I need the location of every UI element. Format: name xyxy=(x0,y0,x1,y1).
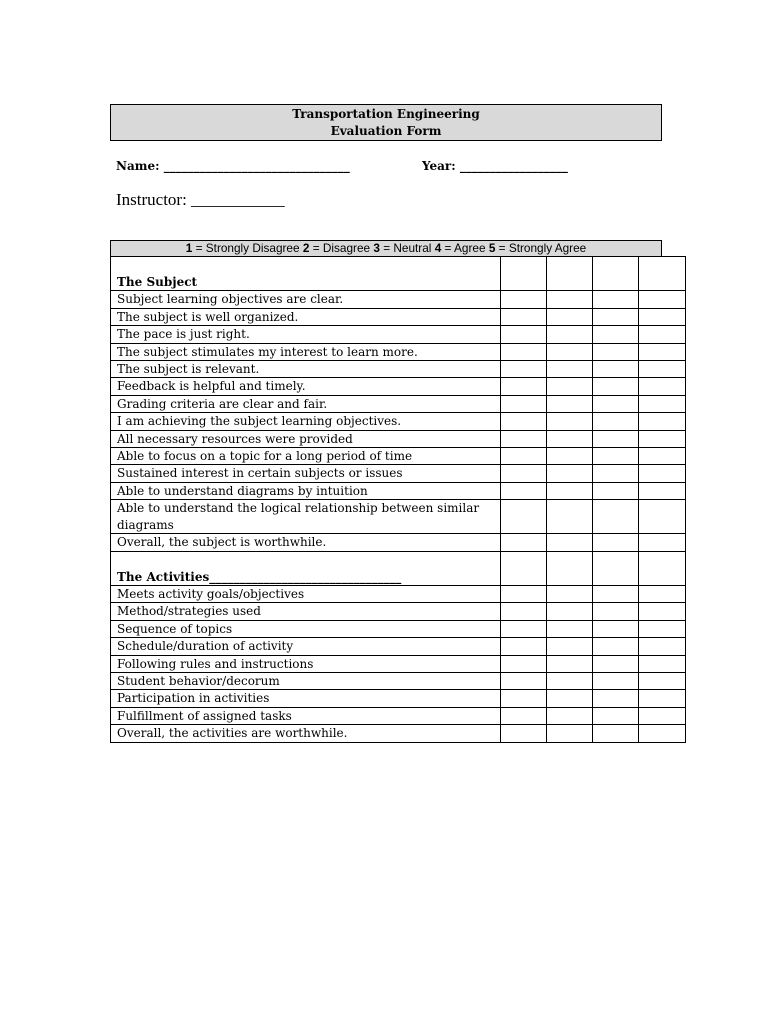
rating-cell[interactable] xyxy=(501,361,547,378)
table-row xyxy=(111,430,686,447)
table-row xyxy=(111,638,686,655)
rating-cell[interactable] xyxy=(547,482,593,499)
form-title-box xyxy=(110,104,662,141)
rating-cell[interactable] xyxy=(639,378,686,395)
item-label: The subject is relevant. xyxy=(111,361,501,378)
evaluation-table xyxy=(110,256,686,743)
item-label: The subject is well organized. xyxy=(111,308,501,325)
rating-cell[interactable] xyxy=(639,672,686,689)
table-row xyxy=(111,343,686,360)
rating-cell[interactable] xyxy=(547,534,593,551)
table-row xyxy=(111,413,686,430)
item-label: Schedule/duration of activity xyxy=(111,638,501,655)
name-field xyxy=(116,158,350,174)
rating-cell[interactable] xyxy=(593,326,639,343)
rating-cell[interactable] xyxy=(639,413,686,430)
rating-cell[interactable] xyxy=(639,448,686,465)
rating-cell[interactable] xyxy=(593,361,639,378)
rating-cell[interactable] xyxy=(639,534,686,551)
rating-cell[interactable] xyxy=(501,620,547,637)
rating-cell[interactable] xyxy=(501,500,547,534)
rating-cell[interactable] xyxy=(501,603,547,620)
rating-cell[interactable] xyxy=(501,326,547,343)
rating-cell[interactable] xyxy=(501,482,547,499)
rating-cell[interactable] xyxy=(593,585,639,602)
rating-cell[interactable] xyxy=(547,378,593,395)
rating-cell[interactable] xyxy=(501,725,547,742)
instructor-label: Instructor: xyxy=(116,190,187,209)
table-row xyxy=(111,620,686,637)
year-label: Year: xyxy=(422,159,456,173)
rating-cell[interactable] xyxy=(501,430,547,447)
item-label: Student behavior/decorum xyxy=(111,672,501,689)
scale-number: 3 xyxy=(373,241,380,255)
table-row xyxy=(111,655,686,672)
rating-cell[interactable] xyxy=(593,690,639,707)
rating-cell[interactable] xyxy=(639,291,686,308)
rating-cell[interactable] xyxy=(547,291,593,308)
item-label: Sequence of topics xyxy=(111,620,501,637)
table-row xyxy=(111,585,686,602)
item-label: Fulfillment of assigned tasks xyxy=(111,707,501,724)
table-row xyxy=(111,361,686,378)
rating-cell[interactable] xyxy=(593,725,639,742)
section-heading: The Activities________________________________ xyxy=(111,551,501,585)
form-title: Transportation Engineering xyxy=(292,107,480,121)
rating-cell[interactable] xyxy=(593,500,639,534)
rating-cell[interactable] xyxy=(639,326,686,343)
item-label: Able to focus on a topic for a long period of time xyxy=(111,448,501,465)
rating-cell[interactable] xyxy=(639,725,686,742)
table-row xyxy=(111,500,686,534)
item-label: The subject stimulates my interest to learn more. xyxy=(111,343,501,360)
rating-cell-blank xyxy=(547,551,593,585)
rating-cell[interactable] xyxy=(639,395,686,412)
year-blank[interactable]: __________________ xyxy=(459,159,568,173)
rating-cell[interactable] xyxy=(593,308,639,325)
table-row xyxy=(111,326,686,343)
scale-number: 2 xyxy=(302,241,310,255)
table-row xyxy=(111,395,686,412)
rating-cell[interactable] xyxy=(547,326,593,343)
rating-cell[interactable] xyxy=(593,534,639,551)
item-label: Able to understand the logical relationship between similar diagrams xyxy=(111,500,501,534)
rating-cell[interactable] xyxy=(547,638,593,655)
rating-cell[interactable] xyxy=(547,430,593,447)
item-label: Meets activity goals/objectives xyxy=(111,585,501,602)
section-header-row xyxy=(111,257,686,291)
item-label: Grading criteria are clear and fair. xyxy=(111,395,501,412)
year-field xyxy=(422,158,568,174)
scale-number: 4 xyxy=(434,241,442,255)
rating-cell[interactable] xyxy=(501,378,547,395)
table-row xyxy=(111,482,686,499)
scale-label: = Neutral xyxy=(383,241,432,255)
table-row xyxy=(111,534,686,551)
scale-number: 1 xyxy=(185,241,193,255)
rating-cell[interactable] xyxy=(639,690,686,707)
name-blank[interactable]: _______________________________ xyxy=(163,159,350,173)
rating-cell[interactable] xyxy=(639,638,686,655)
rating-cell[interactable] xyxy=(547,395,593,412)
item-label: Method/strategies used xyxy=(111,603,501,620)
item-label: All necessary resources were provided xyxy=(111,430,501,447)
table-row xyxy=(111,707,686,724)
rating-cell[interactable] xyxy=(593,291,639,308)
rating-cell[interactable] xyxy=(639,603,686,620)
rating-cell[interactable] xyxy=(547,465,593,482)
rating-cell-blank xyxy=(547,257,593,291)
rating-cell[interactable] xyxy=(593,603,639,620)
rating-cell[interactable] xyxy=(593,482,639,499)
name-label: Name: xyxy=(116,159,160,173)
rating-cell[interactable] xyxy=(639,585,686,602)
rating-cell[interactable] xyxy=(593,378,639,395)
rating-cell-blank xyxy=(501,551,547,585)
table-row xyxy=(111,603,686,620)
rating-cell[interactable] xyxy=(593,655,639,672)
rating-cell[interactable] xyxy=(547,672,593,689)
rating-cell[interactable] xyxy=(593,638,639,655)
rating-cell[interactable] xyxy=(639,343,686,360)
item-label: Subject learning objectives are clear. xyxy=(111,291,501,308)
rating-cell[interactable] xyxy=(547,500,593,534)
rating-cell[interactable] xyxy=(639,465,686,482)
rating-cell[interactable] xyxy=(547,690,593,707)
scale-label: = Strongly Agree xyxy=(498,241,587,255)
rating-cell[interactable] xyxy=(501,690,547,707)
rating-cell-blank xyxy=(639,551,686,585)
instructor-field xyxy=(116,190,285,210)
section-header-row xyxy=(111,551,686,585)
rating-cell[interactable] xyxy=(639,707,686,724)
rating-cell[interactable] xyxy=(547,603,593,620)
rating-cell[interactable] xyxy=(501,413,547,430)
table-row xyxy=(111,465,686,482)
rating-cell[interactable] xyxy=(593,448,639,465)
rating-cell[interactable] xyxy=(501,655,547,672)
scale-number: 5 xyxy=(488,241,496,255)
rating-cell[interactable] xyxy=(639,620,686,637)
rating-cell[interactable] xyxy=(501,343,547,360)
rating-cell[interactable] xyxy=(593,343,639,360)
rating-cell[interactable] xyxy=(501,638,547,655)
rating-cell[interactable] xyxy=(639,482,686,499)
rating-scale-legend xyxy=(110,240,662,257)
rating-cell[interactable] xyxy=(593,430,639,447)
table-row xyxy=(111,690,686,707)
rating-cell[interactable] xyxy=(593,413,639,430)
rating-cell[interactable] xyxy=(501,448,547,465)
rating-cell[interactable] xyxy=(501,291,547,308)
rating-cell[interactable] xyxy=(593,672,639,689)
rating-cell[interactable] xyxy=(639,655,686,672)
rating-cell[interactable] xyxy=(593,395,639,412)
rating-cell[interactable] xyxy=(639,308,686,325)
rating-cell[interactable] xyxy=(501,465,547,482)
rating-cell[interactable] xyxy=(547,413,593,430)
item-label: Feedback is helpful and timely. xyxy=(111,378,501,395)
rating-cell[interactable] xyxy=(547,448,593,465)
item-label: Able to understand diagrams by intuition xyxy=(111,482,501,499)
rating-cell[interactable] xyxy=(639,361,686,378)
item-label: Overall, the subject is worthwhile. xyxy=(111,534,501,551)
table-row xyxy=(111,448,686,465)
evaluation-table-body xyxy=(111,257,686,743)
rating-cell-blank xyxy=(639,257,686,291)
scale-label: = Disagree xyxy=(312,241,371,255)
rating-cell[interactable] xyxy=(639,430,686,447)
rating-cell[interactable] xyxy=(547,725,593,742)
form-subtitle: Evaluation Form xyxy=(330,123,442,138)
item-label: Participation in activities xyxy=(111,690,501,707)
rating-cell[interactable] xyxy=(593,707,639,724)
rating-cell[interactable] xyxy=(501,534,547,551)
section-heading: The Subject xyxy=(111,257,501,291)
rating-cell[interactable] xyxy=(547,308,593,325)
rating-cell[interactable] xyxy=(547,620,593,637)
item-label: Following rules and instructions xyxy=(111,655,501,672)
table-row xyxy=(111,672,686,689)
rating-cell[interactable] xyxy=(639,500,686,534)
item-label: Sustained interest in certain subjects or issues xyxy=(111,465,501,482)
table-row xyxy=(111,291,686,308)
rating-cell[interactable] xyxy=(547,343,593,360)
rating-cell[interactable] xyxy=(593,465,639,482)
scale-label: = Strongly Disagree xyxy=(195,241,300,255)
table-row xyxy=(111,725,686,742)
rating-cell[interactable] xyxy=(501,308,547,325)
table-row xyxy=(111,378,686,395)
rating-cell-blank xyxy=(501,257,547,291)
rating-cell-blank xyxy=(593,257,639,291)
item-label: The pace is just right. xyxy=(111,326,501,343)
item-label: Overall, the activities are worthwhile. xyxy=(111,725,501,742)
scale-label: = Agree xyxy=(444,241,486,255)
instructor-blank[interactable]: ___________ xyxy=(191,190,285,209)
rating-cell[interactable] xyxy=(547,655,593,672)
rating-cell[interactable] xyxy=(501,672,547,689)
rating-cell[interactable] xyxy=(547,585,593,602)
rating-cell[interactable] xyxy=(547,361,593,378)
rating-cell[interactable] xyxy=(501,585,547,602)
rating-cell[interactable] xyxy=(501,707,547,724)
rating-cell[interactable] xyxy=(501,395,547,412)
rating-cell-blank xyxy=(593,551,639,585)
item-label: I am achieving the subject learning objectives. xyxy=(111,413,501,430)
rating-cell[interactable] xyxy=(547,707,593,724)
rating-cell[interactable] xyxy=(593,620,639,637)
table-row xyxy=(111,308,686,325)
